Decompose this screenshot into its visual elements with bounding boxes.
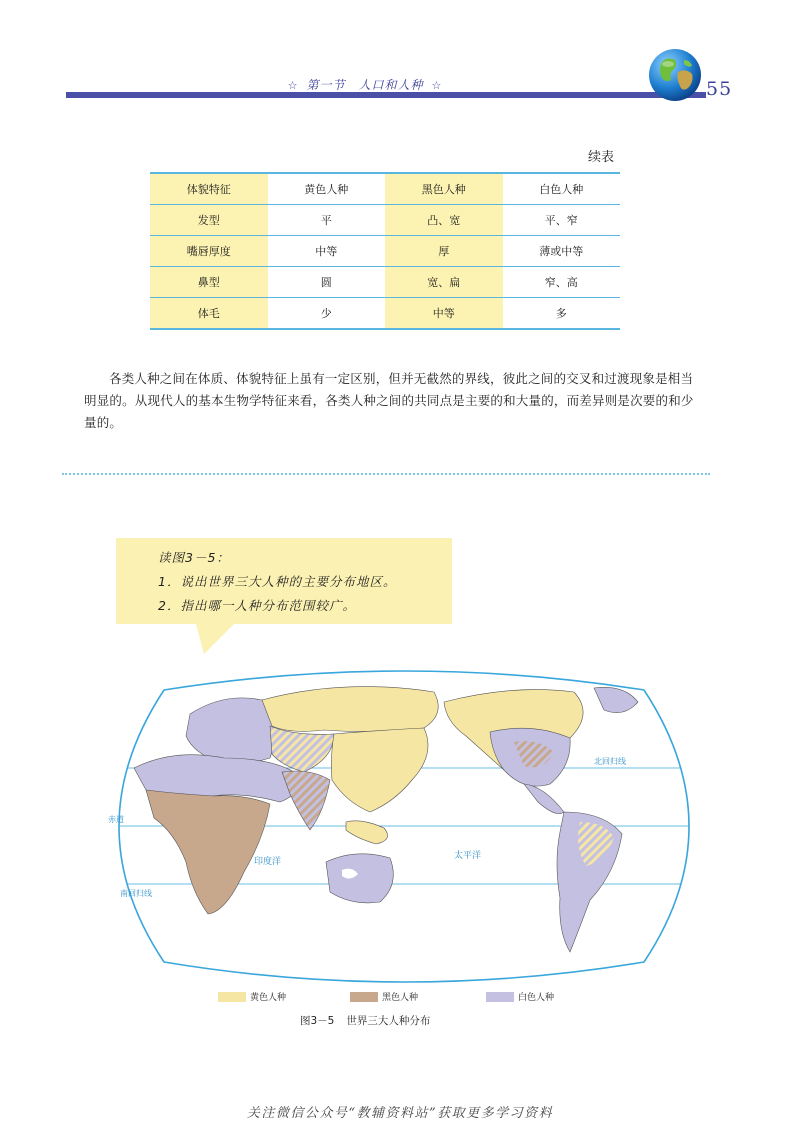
- legend-label: 黄色人种: [250, 993, 287, 1003]
- table-cell: 平、窄: [503, 205, 621, 236]
- table-cell: 少: [268, 298, 386, 330]
- table-cell: 鼻型: [150, 267, 268, 298]
- body-paragraph: 各类人种之间在体质、体貌特征上虽有一定区别，但并无截然的界线，彼此之间的交叉和过渡现象是相当明显的。从现代人的基本生物学特征来看，各类人种之间的共同点是主要的和大量的，而差异则是次要的和少量的。: [84, 371, 694, 430]
- table-row: [150, 236, 620, 267]
- callout-tail: [196, 624, 234, 654]
- table-cell: 薄或中等: [503, 236, 621, 267]
- south-tropic-label: 南回归线: [120, 889, 152, 898]
- table-header-cell: 白色人种: [503, 173, 621, 205]
- globe-icon: [648, 48, 702, 102]
- page-number: 55: [706, 78, 733, 100]
- star-icon: ☆: [431, 79, 443, 92]
- world-race-map: [94, 662, 714, 990]
- figure-number: 图3－5: [300, 1015, 335, 1027]
- legend-label: 黑色人种: [382, 993, 419, 1003]
- table-cell: 宽、扁: [385, 267, 503, 298]
- table-cell: 嘴唇厚度: [150, 236, 268, 267]
- activity-heading: 读图3－5：: [158, 550, 230, 565]
- section-title: 第一节 人口和人种: [306, 78, 424, 92]
- table-cell: 发型: [150, 205, 268, 236]
- activity-callout: [116, 538, 452, 624]
- table-cell: 体毛: [150, 298, 268, 330]
- continued-label: 续表: [588, 150, 615, 165]
- star-icon: ☆: [287, 79, 299, 92]
- legend-label: 白色人种: [518, 993, 555, 1003]
- legend-swatch: [218, 992, 246, 1002]
- equator-label: 赤道: [108, 815, 124, 824]
- table-cell: 中等: [268, 236, 386, 267]
- table-row: [150, 267, 620, 298]
- table-cell: 平: [268, 205, 386, 236]
- table-cell: 厚: [385, 236, 503, 267]
- running-header: [250, 76, 480, 93]
- table-header-cell: 黑色人种: [385, 173, 503, 205]
- table-header-row: [150, 173, 620, 205]
- table-header-cell: 黄色人种: [268, 173, 386, 205]
- traits-table: [150, 172, 620, 330]
- figure-caption: [300, 1013, 430, 1028]
- table-row: [150, 205, 620, 236]
- table-cell: 圆: [268, 267, 386, 298]
- footer-promo: 关注微信公众号“教辅资料站”获取更多学习资料: [246, 1106, 554, 1121]
- dotted-divider: [62, 473, 710, 475]
- activity-item: 1．说出世界三大人种的主要分布地区。: [158, 574, 397, 589]
- indian-ocean-label: 印度洋: [254, 857, 282, 867]
- table-cell: 多: [503, 298, 621, 330]
- australia-region: [326, 854, 393, 903]
- legend-swatch: [486, 992, 514, 1002]
- table-cell: 窄、高: [503, 267, 621, 298]
- legend-swatch: [350, 992, 378, 1002]
- table-header-cell: 体貌特征: [150, 173, 268, 205]
- activity-item: 2．指出哪一人种分布范围较广。: [158, 598, 356, 613]
- pacific-label: 太平洋: [454, 851, 482, 861]
- table-row: [150, 298, 620, 330]
- table-cell: 中等: [385, 298, 503, 330]
- figure-title: 世界三大人种分布: [346, 1015, 431, 1027]
- north-tropic-label: 北回归线: [594, 757, 626, 766]
- table-cell: 凸、宽: [385, 205, 503, 236]
